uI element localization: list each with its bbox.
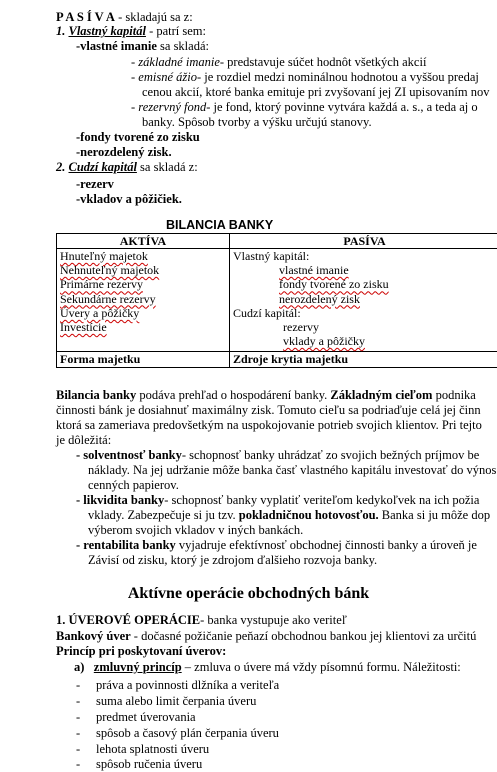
bullet-item: - spôsob a časový plán čerpania úveru bbox=[76, 726, 279, 740]
pasiva-title: P A S Í V A bbox=[56, 10, 115, 24]
pasiva-cell bbox=[230, 249, 497, 352]
uverove-operacie-text: - banka vystupuje ako veriteľ bbox=[200, 613, 347, 627]
bankovy-uver-line bbox=[56, 629, 476, 643]
pasiva-item: Cudzí kapitál: bbox=[233, 305, 301, 320]
rezerv-item: -rezerv bbox=[76, 177, 114, 191]
pasiva-item: nerozdelený zisk bbox=[279, 291, 360, 306]
pasiva-item: vklady a pôžičky bbox=[283, 334, 365, 349]
pasiva-item: rezervy bbox=[283, 319, 319, 334]
emisne-azio-text: - je rozdiel medzi nominálnou hodnotou a vyššou predaj bbox=[196, 70, 479, 84]
cudzi-kapital-line bbox=[56, 160, 198, 174]
likvidita-line-3: výberom svojich vkladov v iných bankách. bbox=[88, 523, 304, 537]
aktiva-item: Úvery a pôžičky bbox=[60, 305, 140, 320]
bullet-text: práva a povinnosti dlžníka a veriteľa bbox=[96, 678, 280, 692]
active-ops-heading: Aktívne operácie obchodných bánk bbox=[127, 585, 370, 602]
bilancia-label: Bilancia banky bbox=[56, 388, 137, 402]
vlastny-kapital-line bbox=[56, 24, 206, 38]
emisne-azio-line: - emisné ážio- je rozdiel medzi nominálnou hodnotou a vyššou predaj bbox=[131, 70, 479, 84]
pasiva-item: Vlastný kapitál: bbox=[233, 249, 310, 263]
rentabilita-label: - rentabilita banky bbox=[76, 538, 176, 552]
aktiva-cell bbox=[57, 249, 230, 352]
bullet-text: spôsob ručenia úveru bbox=[96, 757, 203, 771]
princip-heading: Princíp pri poskytovaní úverov: bbox=[56, 644, 227, 658]
balance-table-title: BILANCIA BANKY bbox=[166, 218, 274, 232]
zmluvny-princip-line bbox=[74, 660, 461, 674]
pokladnicna-hotovost: pokladničnou hotovosťou. bbox=[238, 508, 379, 522]
pasiva-item: fondy tvorené zo zisku bbox=[279, 277, 389, 292]
aktiva-item: Hnuteľný majetok bbox=[60, 249, 148, 263]
rezervny-fond-line: - rezervný fond- je fond, ktorý povinne vytvára každá a. s., a teda aj o bbox=[131, 100, 478, 114]
bilancia-line-1 bbox=[56, 388, 476, 402]
bullet-text: lehota splatnosti úveru bbox=[96, 742, 210, 756]
bilancia-text: podáva prehľad o hospodárení banky. bbox=[136, 388, 331, 402]
vlastny-kapital-suffix: - patrí sem: bbox=[145, 24, 207, 38]
bullet-item: - spôsob ručenia úveru bbox=[76, 757, 203, 771]
aktiva-item: Nehnuteľný majetok bbox=[60, 263, 160, 278]
rentabilita-text: vyjadruje efektívnosť obchodnej činnosti banky a úroveň je bbox=[175, 538, 477, 552]
vlastny-kapital-label: Vlastný kapitál bbox=[68, 24, 146, 38]
emisne-azio-label: emisné ážio bbox=[138, 70, 197, 84]
zmluvny-princip-label: zmluvný princíp bbox=[93, 660, 182, 674]
col-pasiva: PASÍVA bbox=[230, 234, 497, 249]
uverove-operacie-line bbox=[56, 613, 347, 627]
aktiva-item: Sekundárne rezervy bbox=[60, 291, 156, 306]
rezervny-fond-text: - je fond, ktorý povinne vytvára každá a. s., a teda aj o bbox=[206, 100, 478, 114]
rentabilita-line-2: Závisí od zisku, ktorý je zdrojom ďalšieho rozvoja banky. bbox=[88, 553, 378, 567]
bullet-text: suma alebo limit čerpania úveru bbox=[96, 694, 257, 708]
solventnost-line-2: náklady. Na jej udržanie môže banka časť vlastného kapitálu investovať do výnos bbox=[88, 463, 497, 477]
cudzi-kapital-label: Cudzí kapitál bbox=[68, 160, 137, 174]
likvidita-line-2 bbox=[88, 508, 490, 522]
bankovy-uver-text: - dočasné požičanie peňazí obchodnou bankou jej klientovi za určitú bbox=[130, 629, 477, 643]
bullet-item: - lehota splatnosti úveru bbox=[76, 742, 210, 756]
vlastne-imanie-line bbox=[76, 39, 209, 53]
zakladne-imanie-label: základné imanie bbox=[138, 55, 220, 69]
zakladne-imanie-text: - predstavuje súčet hodnôt všetkých akcií bbox=[219, 55, 427, 69]
bullet-item: - predmet úverovania bbox=[76, 710, 196, 724]
likvidita-text: - schopnosť banky vyplatiť veriteľom kedykoľvek na ich požia bbox=[164, 493, 480, 507]
likvidita-label: - likvidita banky bbox=[76, 493, 165, 507]
fondy-item: -fondy tvorené zo zisku bbox=[76, 130, 200, 144]
bilancia-line-3: ktorá sa zameriava predovšetkým na uspokojovanie potrieb svojich klientov. Pri tejto bbox=[56, 418, 482, 432]
ciel-label: Základným cieľom bbox=[330, 388, 433, 402]
footer-left: Forma majetku bbox=[57, 352, 230, 368]
balance-table bbox=[56, 233, 497, 368]
emisne-azio-text-2: cenou akcií, ktoré banka emituje pri zvyšovaní jej ZI upisovaním nov bbox=[142, 85, 490, 99]
rezervny-fond-label: rezervný fond bbox=[138, 100, 207, 114]
bullet-item: - suma alebo limit čerpania úveru bbox=[76, 694, 257, 708]
footer-right: Zdroje krytia majetku bbox=[230, 352, 497, 368]
pasiva-title-suffix: - skladajú sa z: bbox=[114, 10, 193, 24]
pasiva-heading-line bbox=[56, 10, 193, 24]
bankovy-uver-label: Bankový úver bbox=[56, 629, 131, 643]
vlastne-imanie-label: -vlastné imanie bbox=[76, 39, 157, 53]
rezervny-fond-text-2: banky. Spôsob tvorby a výšku určujú stanovy. bbox=[142, 115, 372, 129]
likvidita-line bbox=[76, 493, 479, 507]
bilancia-line-2: činnosti bánk je dosiahnuť maximálny zisk. Tomuto cieľu sa podriaďuje celá jej činn bbox=[56, 403, 481, 417]
list-letter: a) bbox=[74, 660, 85, 674]
solventnost-label: - solventnosť banky bbox=[76, 448, 182, 462]
zakladne-imanie-line: - základné imanie- predstavuje súčet hodnôt všetkých akcií bbox=[131, 55, 427, 69]
rentabilita-line bbox=[76, 538, 477, 552]
likvidita-text-2a: vklady. Zabezpečuje si ju tzv. bbox=[88, 508, 239, 522]
bilancia-text-end: podnika bbox=[432, 388, 476, 402]
nerozdeleny-item: -nerozdelený zisk. bbox=[76, 145, 172, 159]
zmluvny-princip-text: – zmluva o úvere má vždy písomnú formu. Náležitosti: bbox=[181, 660, 461, 674]
solventnost-line-3: cenných papierov. bbox=[88, 478, 179, 492]
vlastne-imanie-suffix: sa skladá: bbox=[156, 39, 209, 53]
solventnost-line bbox=[76, 448, 479, 462]
aktiva-item: Investície bbox=[60, 319, 107, 334]
bullet-text: predmet úverovania bbox=[96, 710, 196, 724]
vkladov-item: -vkladov a pôžičiek. bbox=[76, 192, 182, 206]
bullet-item: - práva a povinnosti dlžníka a veriteľa bbox=[76, 678, 280, 692]
pasiva-item: vlastné imanie bbox=[279, 263, 349, 278]
item-number: 1. bbox=[56, 24, 66, 38]
cudzi-kapital-suffix: sa skladá z: bbox=[136, 160, 198, 174]
solventnost-text: - schopnosť banky uhrádzať zo svojich bežných príjmov be bbox=[181, 448, 480, 462]
bullet-text: spôsob a časový plán čerpania úveru bbox=[96, 726, 279, 740]
uverove-operacie-label: 1. ÚVEROVÉ OPERÁCIE bbox=[56, 613, 201, 627]
item-number: 2. bbox=[56, 160, 66, 174]
col-aktiva: AKTÍVA bbox=[57, 234, 230, 249]
aktiva-item: Primárne rezervy bbox=[60, 277, 143, 292]
likvidita-text-2c: Banka si ju môže dop bbox=[378, 508, 491, 522]
bilancia-line-4: je dôležitá: bbox=[56, 433, 112, 447]
